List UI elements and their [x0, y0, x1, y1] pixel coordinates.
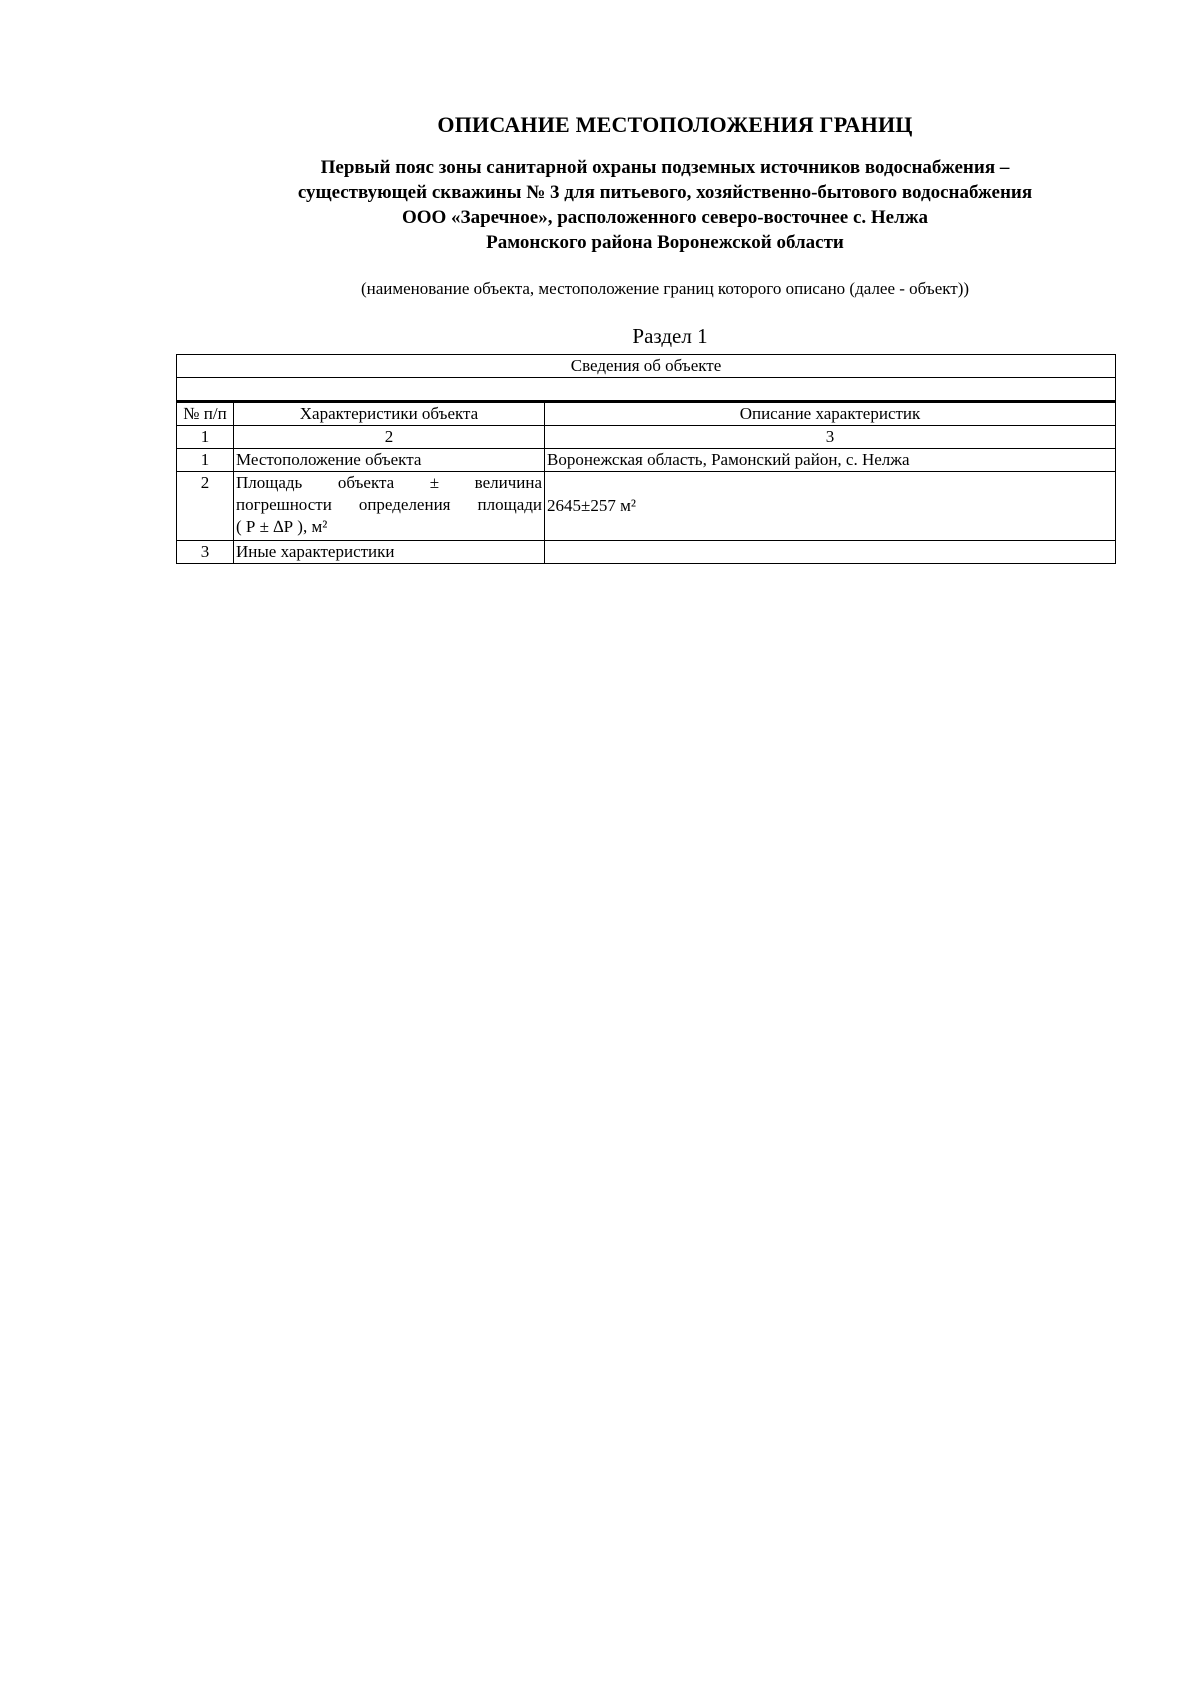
- column-number: 3: [545, 426, 1116, 449]
- subtitle-line: Рамонского района Воронежской области: [486, 232, 844, 253]
- row-characteristic: Иные характеристики: [234, 541, 545, 564]
- table-blank-cell: [177, 378, 1116, 402]
- column-header-description: Описание характеристик: [545, 402, 1116, 426]
- table-row: [177, 541, 1116, 564]
- row-num: 1: [177, 449, 234, 472]
- row-description: 2645±257 м²: [545, 472, 1116, 541]
- row-num: 3: [177, 541, 234, 564]
- object-caption: (наименование объекта, местоположение границ которого описано (далее - объект)): [360, 279, 970, 298]
- column-header-num: № п/п: [177, 402, 234, 426]
- row-description: Воронежская область, Рамонский район, с. Нелжа: [545, 449, 1116, 472]
- table-row: [177, 449, 1116, 472]
- row-description: [545, 541, 1116, 564]
- document-title: ОПИСАНИЕ МЕСТОПОЛОЖЕНИЯ ГРАНИЦ: [437, 112, 913, 137]
- row-num: 2: [177, 472, 234, 541]
- table-heading: Сведения об объекте: [177, 355, 1116, 378]
- row-characteristic: Местоположение объекта: [234, 449, 545, 472]
- subtitle-line: ООО «Заречное», расположенного северо-восточнее с. Нелжа: [401, 207, 929, 228]
- row-characteristic: [234, 472, 545, 541]
- table-blank-row: [177, 378, 1116, 402]
- table-heading-row: [177, 355, 1116, 378]
- characteristic-line: ( Р ± ∆Р ), м²: [236, 517, 328, 536]
- column-header-characteristic: Характеристики объекта: [234, 402, 545, 426]
- table-row: [177, 472, 1116, 541]
- table-column-numbers-row: [177, 426, 1116, 449]
- document-subtitle: [0, 155, 1200, 255]
- column-number: 2: [234, 426, 545, 449]
- section-title: Раздел 1: [632, 324, 708, 348]
- subtitle-line: существующей скважины № 3 для питьевого, хозяйственно-бытового водоснабжения: [297, 182, 1033, 203]
- table-header-row: [177, 402, 1116, 426]
- column-number: 1: [177, 426, 234, 449]
- characteristic-line: Площадь объекта ± величина: [236, 473, 542, 492]
- characteristic-line: погрешности определения площади: [236, 495, 542, 514]
- object-info-table: [176, 354, 1116, 564]
- subtitle-line: Первый пояс зоны санитарной охраны подземных источников водоснабжения –: [320, 157, 1010, 178]
